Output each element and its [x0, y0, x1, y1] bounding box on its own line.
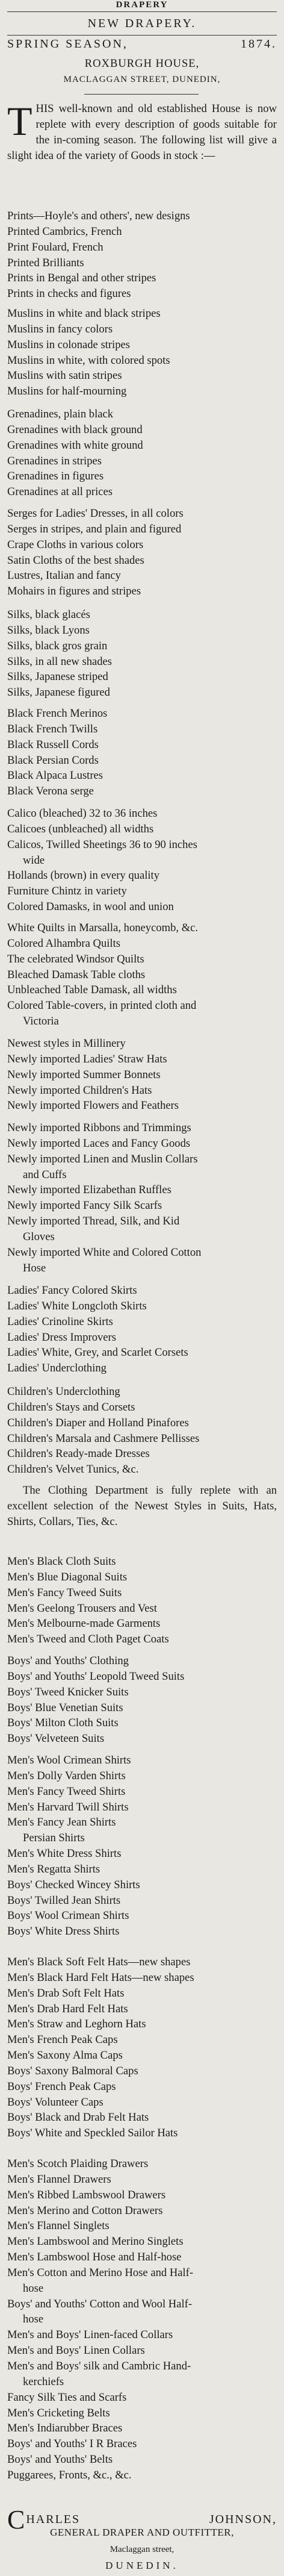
list-item: Newest styles in Millinery — [7, 1037, 126, 1050]
list-item: Men's and Boys' Linen-faced Collars — [7, 2328, 173, 2342]
list-item: Grenadines, plain black — [7, 408, 114, 420]
list-item: Men's Lambswool Hose and Half-hose — [7, 2251, 182, 2264]
list-item: Black Alpaca Lustres — [7, 769, 103, 782]
list-item: Children's Stays and Corsets — [7, 1400, 135, 1414]
list-item: Men's Fancy Tweed Suits — [7, 1586, 122, 1599]
list-item: The celebrated Windsor Quilts — [7, 952, 144, 965]
list-item: Newly imported White and Colored Cotton — [7, 1246, 202, 1259]
season-text: SPRING SEASON, — [7, 37, 128, 51]
list-item: wide — [23, 853, 45, 867]
list-item: Ladies' Underclothing — [7, 1362, 106, 1375]
list-item: Crape Cloths in various colors — [7, 538, 144, 551]
list-item: Muslins for half-mourning — [7, 385, 127, 398]
list-item: Men's Scotch Plaiding Drawers — [7, 2157, 149, 2170]
list-item: Newly imported Linen and Muslin Collars — [7, 1152, 198, 1165]
list-item: Boys' Black and Drab Felt Hats — [7, 2111, 149, 2124]
list-item: Grenadines at all prices — [7, 485, 113, 499]
list-item: Newly imported Fancy Silk Scarfs — [7, 1199, 162, 1212]
list-item: Men's and Boys' silk and Cambric Hand- — [7, 2359, 191, 2372]
list-item: Boys' Checked Wincey Shirts — [7, 1878, 140, 1891]
list-item: Ladies' Dress Improvers — [7, 1330, 116, 1344]
list-item: Grenadines in figures — [7, 470, 104, 483]
signature-title: GENERAL DRAPER AND OUTFITTER, — [50, 2527, 234, 2538]
list-item: Muslins in fancy colors — [7, 322, 113, 335]
list-item: Calicoes (unbleached) all widths — [7, 822, 154, 835]
list-item: Puggarees, Fronts, &c., &c. — [7, 2468, 132, 2481]
list-item: Men's Dolly Varden Shirts — [7, 1769, 126, 1782]
list-item: Newly imported Laces and Fancy Goods — [7, 1137, 191, 1150]
silks-list — [7, 607, 277, 700]
shirts-list — [7, 1753, 277, 1939]
list-item: Newly imported Elizabethan Ruffles — [7, 1184, 171, 1197]
list-item: Men's Black Soft Felt Hats—new shapes — [7, 1956, 191, 1968]
list-item: Bleached Damask Table cloths — [7, 968, 146, 981]
list-item: Silks, Japanese striped — [7, 670, 108, 684]
heading-rule — [7, 11, 277, 12]
hosiery-list — [7, 2156, 277, 2483]
list-item: Colored Table-covers, in printed cloth and — [7, 999, 197, 1012]
list-item: Silks, black Lyons — [7, 623, 90, 637]
list-item: Grenadines with white ground — [7, 438, 143, 452]
list-item: hose — [23, 2313, 44, 2326]
list-item: Boys' French Peak Caps — [7, 2080, 116, 2093]
list-item: Printed Cambrics, French — [7, 225, 122, 238]
list-item: Black French Merinos — [7, 707, 108, 720]
list-item: Men's Black Cloth Suits — [7, 1555, 116, 1568]
list-item: Boys' White and Speckled Sailor Hats — [7, 2127, 178, 2140]
signature-street: Maclaggan street, — [110, 2545, 174, 2554]
list-item: Men's Flannel Singlets — [7, 2219, 110, 2233]
calicoes-list — [7, 806, 277, 915]
list-item: Black Persian Cords — [7, 753, 99, 767]
list-item: Men's and Boys' Linen Collars — [7, 2344, 145, 2357]
list-item: Boys' and Youths' Leopold Tweed Suits — [7, 1670, 185, 1683]
list-item: Men's Ribbed Lambswool Drawers — [7, 2188, 166, 2201]
list-item: Men's Cotton and Merino Hose and Half- — [7, 2266, 194, 2279]
list-item: Serges in stripes, and plain and figured — [7, 522, 182, 535]
list-item: Silks, in all new shades — [7, 655, 113, 668]
list-item: Black Russell Cords — [7, 738, 99, 751]
list-item: Men's Geelong Trousers and Vest — [7, 1601, 157, 1615]
list-item: Men's Cricketing Belts — [7, 2406, 110, 2419]
list-item: Men's Indiarubber Braces — [7, 2422, 123, 2435]
list-item: Men's Melbourne-made Garments — [7, 1617, 161, 1630]
list-item: Black French Twills — [7, 722, 98, 735]
list-item: Boys' Blue Venetian Suits — [7, 1701, 123, 1714]
title-rule — [7, 35, 277, 36]
list-item: Men's Drab Soft Felt Hats — [7, 1986, 125, 2000]
list-item: Ladies' White Longcloth Skirts — [7, 1299, 147, 1312]
list-item: Silks, black glacés — [7, 608, 90, 621]
list-item: Men's Saxony Alma Caps — [7, 2049, 123, 2062]
list-item: Boys' Wool Crimean Shirts — [7, 1909, 129, 1923]
season-line — [7, 37, 277, 51]
business-title: NEW DRAPERY. — [87, 17, 197, 30]
list-item: Men's Drab Hard Felt Hats — [7, 2002, 128, 2015]
list-item: Satin Cloths of the best shades — [7, 554, 144, 567]
clothing-department-paragraph: The Clothing Department is fully replete with an excellent selection of the Newest Styles in Suits, Hats, Shirts, Collars, Ties, &c. — [7, 1484, 277, 1528]
list-item: Ladies' White, Grey, and Scarlet Corsets — [7, 1346, 188, 1359]
list-item: Boys' Tweed Knicker Suits — [7, 1685, 129, 1698]
list-item: Boys' and Youths' I R Braces — [7, 2437, 137, 2451]
list-item: Prints in Bengal and other stripes — [7, 272, 156, 285]
list-item: Men's White Dress Shirts — [7, 1847, 122, 1860]
list-item: Print Foulard, French — [7, 240, 103, 254]
list-item: Men's Flannel Drawers — [7, 2172, 111, 2186]
list-item: Men's Blue Diagonal Suits — [7, 1570, 128, 1583]
prints-list — [7, 208, 277, 302]
list-item: Unbleached Table Damask, all widths — [7, 984, 177, 997]
list-item: Black Verona serge — [7, 785, 94, 798]
list-item: Newly imported Ribbons and Trimmings — [7, 1121, 191, 1134]
mens-suits-list — [7, 1554, 277, 1647]
signature-name-rest: HARLES JOHNSON, — [26, 2513, 277, 2526]
list-item: Muslins in colonade stripes — [7, 338, 130, 351]
list-item: Boys' White Dress Shirts — [7, 1925, 120, 1938]
list-item: Hollands (brown) in every quality — [7, 869, 160, 882]
list-item: Colored Damasks, in wool and union — [7, 900, 174, 914]
list-item: Hose — [23, 1261, 46, 1274]
list-item: Men's Fancy Tweed Shirts — [7, 1785, 126, 1798]
list-item: Prints—Hoyle's and others', new designs — [7, 210, 190, 222]
list-item: Serges for Ladies' Dresses, in all colors — [7, 507, 184, 520]
list-item: Grenadines with black ground — [7, 423, 143, 436]
muslins-list — [7, 306, 277, 399]
drop-cap: T — [7, 98, 32, 144]
list-item: Muslins in white and black stripes — [7, 307, 161, 320]
intro-text: HIS well-known and old established House is now replete with every description of goods suitable for the in-coming season. The following list will give a slight idea of the variety of Goods in stock :— — [7, 102, 277, 162]
list-item: Fancy Silk Ties and Scarfs — [7, 2390, 127, 2404]
list-item: Boys' Velveteen Suits — [7, 1732, 105, 1745]
list-item: Calicos, Twilled Sheetings 36 to 90 inches — [7, 838, 197, 851]
list-item: Children's Marsala and Cashmere Pellisses — [7, 1432, 200, 1445]
list-item: Boys' and Youths' Belts — [7, 2453, 113, 2466]
list-item: Printed Brilliants — [7, 256, 84, 269]
intro-paragraph — [7, 98, 277, 163]
hats-list — [7, 1954, 277, 2141]
list-item: Boys' Milton Cloth Suits — [7, 1717, 119, 1730]
grenadines-list — [7, 407, 277, 500]
signature-city: DUNEDIN. — [105, 2560, 179, 2571]
quilts-list — [7, 920, 277, 1029]
list-item: Men's Merino and Cotton Drawers — [7, 2204, 163, 2217]
merinos-list — [7, 706, 277, 799]
list-item: Victoria — [23, 1015, 59, 1028]
list-item: Men's Lambswool and Merino Singlets — [7, 2235, 184, 2248]
list-item: Newly imported Ladies' Straw Hats — [7, 1052, 167, 1065]
list-item: Men's Harvard Twill Shirts — [7, 1800, 129, 1813]
list-item: Mohairs in figures and stripes — [7, 585, 141, 598]
list-item: Prints in checks and figures — [7, 287, 131, 301]
address: MACLAGGAN STREET, DUNEDIN, — [63, 75, 221, 84]
trimmings-list — [7, 1120, 277, 1276]
list-item: White Quilts in Marsalla, honeycomb, &c. — [7, 922, 199, 934]
list-item: Ladies' Fancy Colored Skirts — [7, 1284, 137, 1297]
list-item: Newly imported Thread, Silk, and Kid — [7, 1215, 180, 1228]
list-item: Boys' Saxony Balmoral Caps — [7, 2064, 138, 2077]
list-item: Silks, Japanese figured — [7, 686, 110, 699]
boys-clothing-list — [7, 1653, 277, 1747]
list-item: Children's Ready-made Dresses — [7, 1447, 150, 1461]
list-item: Newly imported Summer Bonnets — [7, 1068, 161, 1081]
serges-list — [7, 506, 277, 599]
section-heading: DRAPERY — [116, 0, 168, 10]
list-item: Children's Underclothing — [7, 1385, 120, 1398]
list-item: Ladies' Crinoline Skirts — [7, 1315, 113, 1328]
list-item: Men's Wool Crimean Shirts — [7, 1754, 131, 1767]
list-item: Men's Straw and Leghorn Hats — [7, 2018, 146, 2031]
list-item: Men's Black Hard Felt Hats—new shapes — [7, 1971, 194, 1984]
millinery-list — [7, 1036, 277, 1114]
list-item: Grenadines in stripes — [7, 454, 102, 467]
list-item: Furniture Chintz in variety — [7, 885, 127, 898]
list-item: Muslins in white, with colored spots — [7, 354, 170, 367]
list-item: Men's French Peak Caps — [7, 2033, 118, 2047]
list-item: Men's Tweed and Cloth Paget Coats — [7, 1633, 169, 1646]
children-list — [7, 1384, 277, 1477]
list-item: Colored Alhambra Quilts — [7, 937, 120, 950]
list-item: kerchiefs — [23, 2375, 64, 2388]
list-item: Boys' Volunteer Caps — [7, 2095, 103, 2109]
ladies-list — [7, 1283, 277, 1376]
list-item: Boys' and Youths' Clothing — [7, 1654, 129, 1667]
list-item: Men's Regatta Shirts — [7, 1862, 100, 1876]
signature-cap: C — [7, 2505, 26, 2534]
list-item: Newly imported Flowers and Feathers — [7, 1099, 179, 1112]
list-item: Gloves — [23, 1230, 55, 1243]
list-item: Children's Velvet Tunics, &c. — [7, 1463, 139, 1476]
season-year: 1874. — [241, 37, 277, 51]
list-item: Persian Shirts — [23, 1832, 85, 1845]
list-item: Muslins with satin stripes — [7, 369, 122, 382]
list-item: Boys' and Youths' Cotton and Wool Half- — [7, 2297, 193, 2310]
list-item: Boys' Twilled Jean Shirts — [7, 1894, 121, 1907]
house-name: ROXBURGH HOUSE, — [84, 57, 200, 70]
address-rule — [84, 94, 199, 95]
list-item: Lustres, Italian and fancy — [7, 569, 121, 582]
list-item: and Cuffs — [23, 1168, 67, 1181]
list-item: Children's Diaper and Holland Pinafores — [7, 1416, 189, 1429]
list-item: Calico (bleached) 32 to 36 inches — [7, 807, 158, 820]
list-item: Men's Fancy Jean Shirts — [7, 1816, 116, 1829]
list-item: hose — [23, 2281, 44, 2295]
list-item: Newly imported Children's Hats — [7, 1084, 152, 1097]
list-item: Silks, black gros grain — [7, 639, 108, 652]
